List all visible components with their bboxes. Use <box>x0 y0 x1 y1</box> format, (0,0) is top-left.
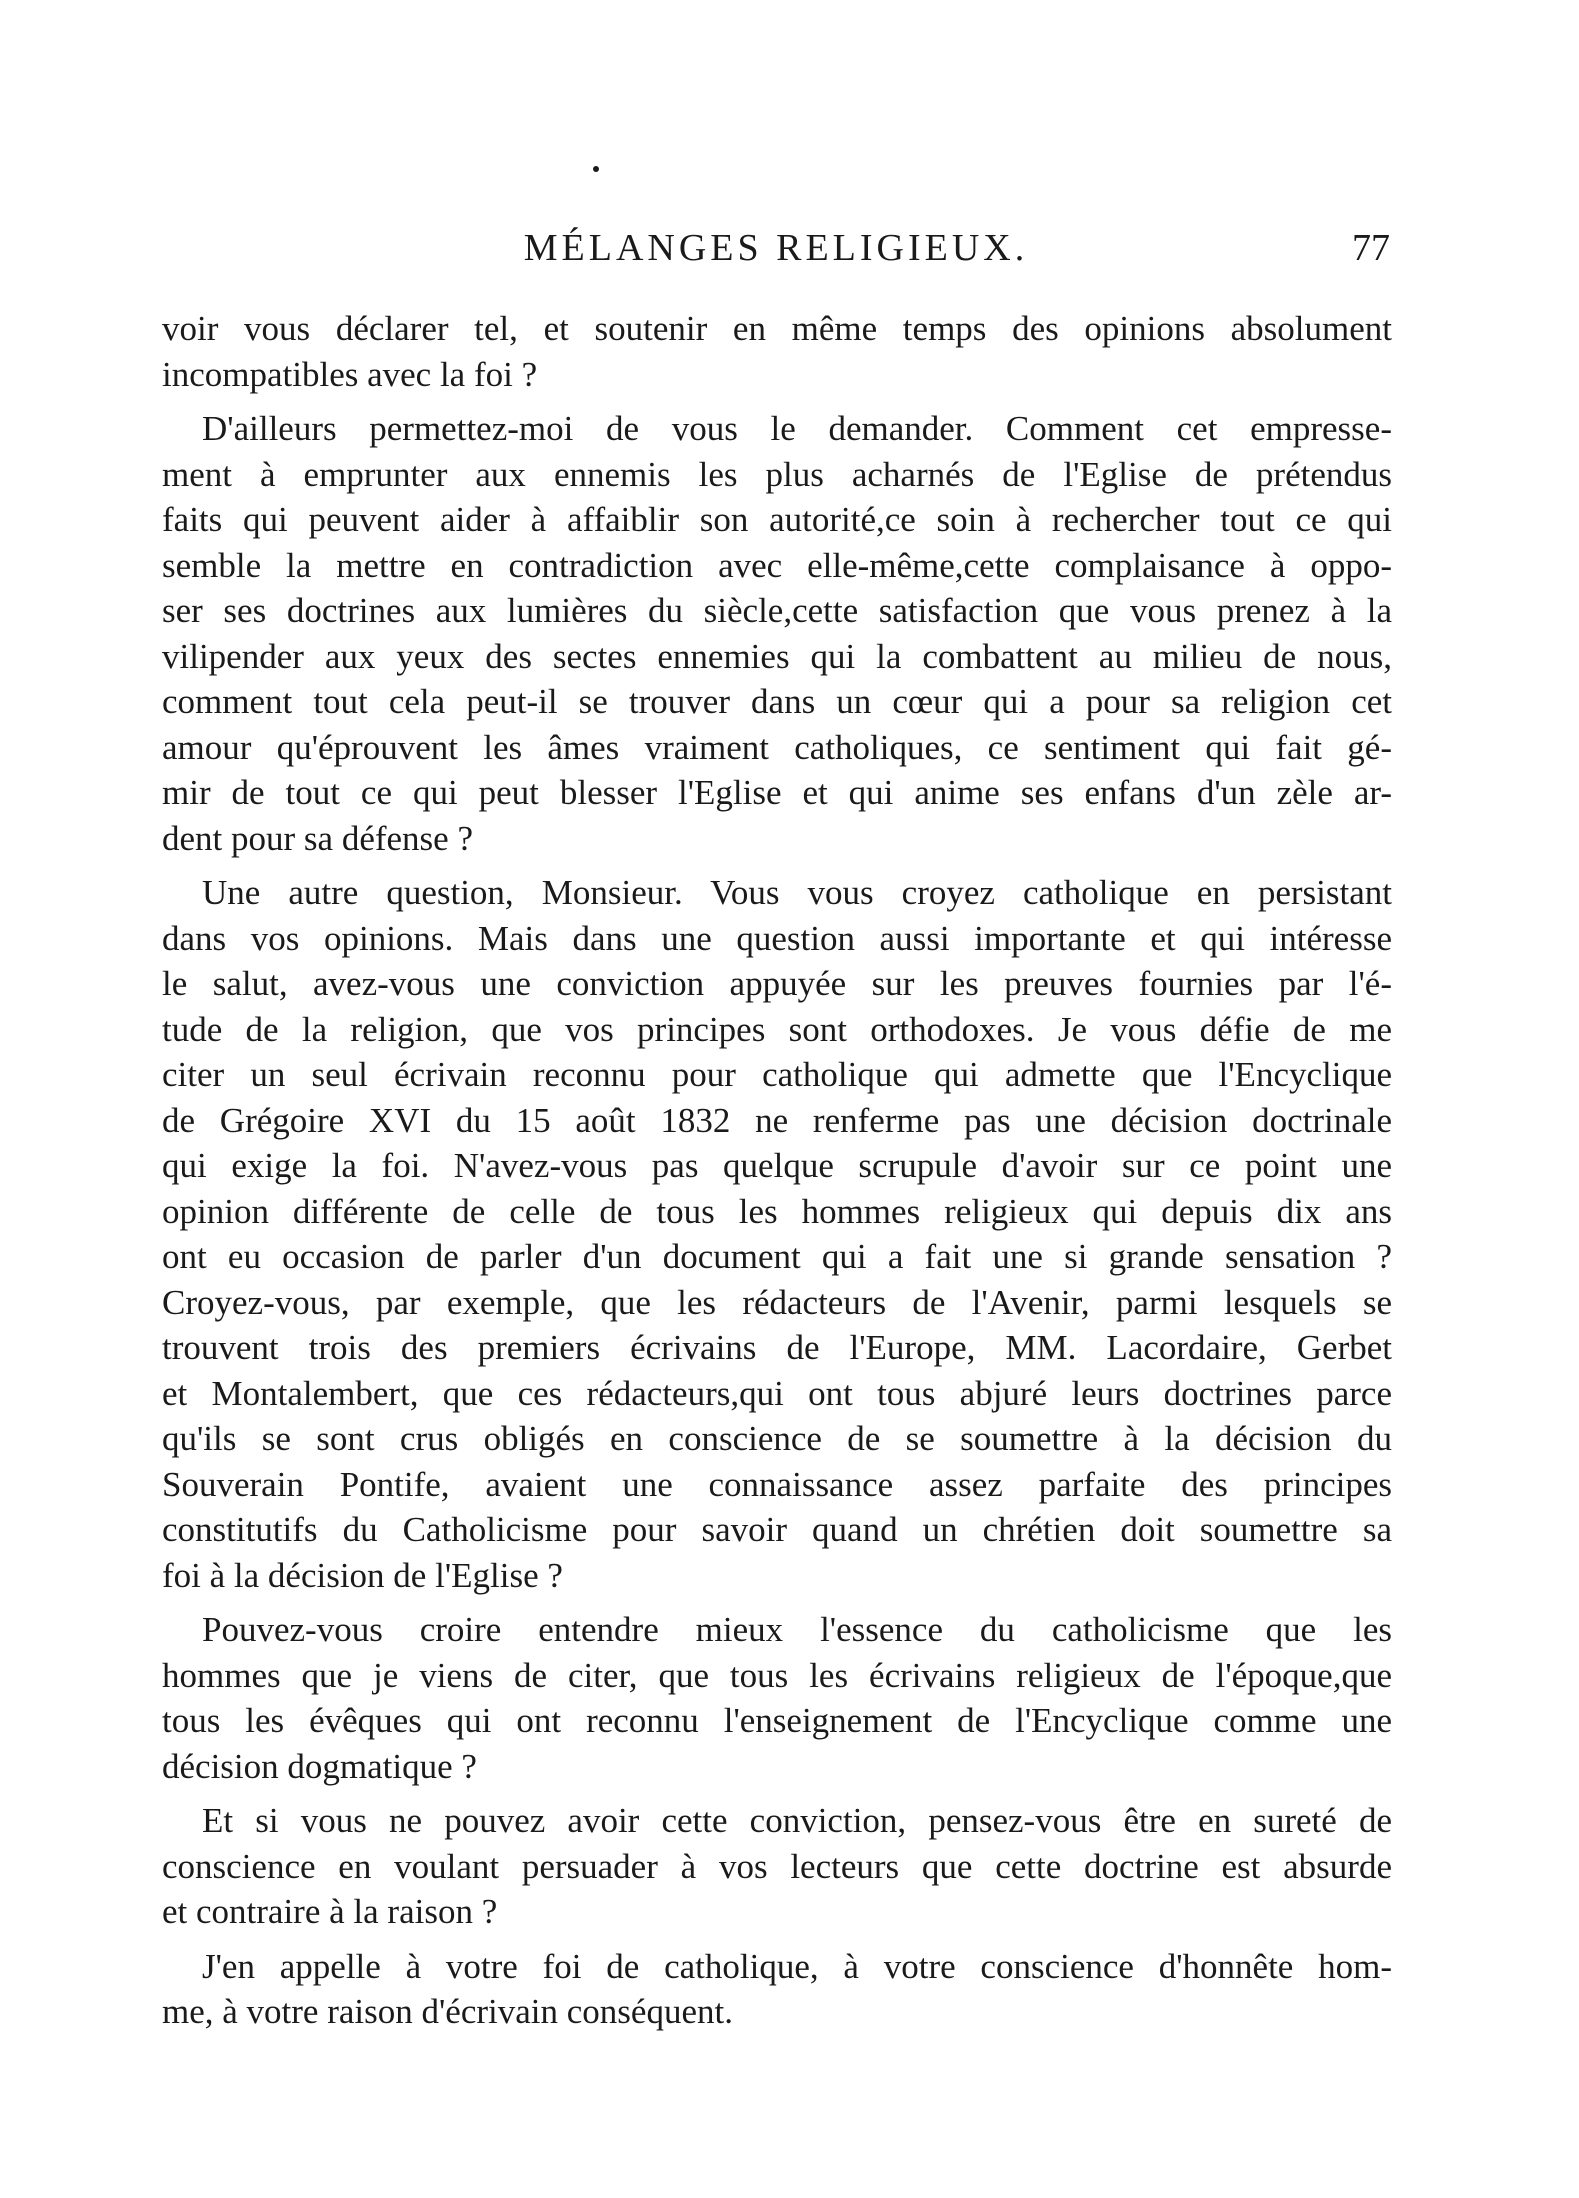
text-line: me, à votre raison d'écrivain conséquent. <box>162 1992 733 2031</box>
text-line: vilipender aux yeux des sectes ennemies qui la combattent au milieu de nous, <box>162 636 1392 676</box>
text-line: de Grégoire XVI du 15 août 1832 ne renferme pas une décision doctrinale <box>162 1100 1392 1140</box>
page-header-title: MÉLANGES RELIGIEUX. <box>523 227 1029 269</box>
paragraph <box>162 1944 1392 2035</box>
text-line: Croyez-vous, par exemple, que les rédacteurs de l'Avenir, parmi lesquels se <box>162 1282 1392 1322</box>
text-line: hommes que je viens de citer, que tous les écrivains religieux de l'époque,que <box>162 1655 1392 1695</box>
text-line: ment à emprunter aux ennemis les plus acharnés de l'Eglise de prétendus <box>162 454 1392 494</box>
text-line: Et si vous ne pouvez avoir cette conviction, pensez-vous être en sureté de <box>202 1801 1392 1840</box>
running-head <box>162 226 1390 276</box>
text-line: qu'ils se sont crus obligés en conscience de se soumettre à la décision du <box>162 1419 1392 1458</box>
text-line: J'en appelle à votre foi de catholique, à votre conscience d'honnête hom- <box>202 1946 1392 1986</box>
text-line: tous les évêques qui ont reconnu l'enseignement de l'Encyclique comme une <box>162 1701 1392 1740</box>
text-line: constitutifs du Catholicisme pour savoir quand un chrétien doit soumettre sa <box>162 1510 1392 1549</box>
text-line: conscience en voulant persuader à vos lecteurs que cette doctrine est absurde <box>162 1846 1392 1886</box>
text-line: semble la mettre en contradiction avec elle-même,cette complaisance à oppo- <box>162 545 1392 585</box>
paragraph <box>162 1607 1392 1789</box>
text-line: ont eu occasion de parler d'un document qui a fait une si grande sensation ? <box>162 1237 1392 1276</box>
text-line: incompatibles avec la foi ? <box>162 354 538 394</box>
body-text <box>162 306 1392 2035</box>
text-line: décision dogmatique ? <box>162 1746 477 1786</box>
text-line: comment tout cela peut-il se trouver dans un cœur qui a pour sa religion cet <box>162 682 1392 721</box>
paragraph <box>162 406 1392 861</box>
text-line: dent pour sa défense ? <box>162 818 473 858</box>
paragraph <box>162 1798 1392 1935</box>
text-line: qui exige la foi. N'avez-vous pas quelque scrupule d'avoir sur ce point une <box>162 1146 1392 1185</box>
page-number: 77 <box>1352 227 1390 269</box>
printer-mark <box>593 166 599 172</box>
text-line: mir de tout ce qui peut blesser l'Eglise et qui anime ses enfans d'un zèle ar- <box>162 773 1392 812</box>
text-line: et Montalembert, que ces rédacteurs,qui ont tous abjuré leurs doctrines parce <box>162 1373 1392 1413</box>
text-line: citer un seul écrivain reconnu pour catholique qui admette que l'Encyclique <box>162 1055 1392 1094</box>
text-line: trouvent trois des premiers écrivains de l'Europe, MM. Lacordaire, Gerbet <box>162 1328 1392 1367</box>
text-line: Pouvez-vous croire entendre mieux l'essence du catholicisme que les <box>202 1610 1392 1649</box>
text-line: D'ailleurs permettez-moi de vous le demander. Comment cet empresse- <box>202 409 1392 448</box>
text-line: opinion différente de celle de tous les hommes religieux qui depuis dix ans <box>162 1191 1392 1231</box>
text-line: foi à la décision de l'Eglise ? <box>162 1555 563 1595</box>
text-line: ser ses doctrines aux lumières du siècle,cette satisfaction que vous prenez à la <box>162 591 1392 630</box>
text-line: faits qui peuvent aider à affaiblir son autorité,ce soin à rechercher tout ce qui <box>162 500 1392 539</box>
text-line: voir vous déclarer tel, et soutenir en même temps des opinions absolument <box>162 309 1392 348</box>
text-line: le salut, avez-vous une conviction appuyée sur les preuves fournies par l'é- <box>162 964 1392 1003</box>
paragraph <box>162 870 1392 1598</box>
text-line: amour qu'éprouvent les âmes vraiment catholiques, ce sentiment qui fait gé- <box>162 727 1392 767</box>
text-line: Une autre question, Monsieur. Vous vous croyez catholique en persistant <box>202 873 1392 912</box>
text-line: et contraire à la raison ? <box>162 1892 498 1931</box>
text-line: tude de la religion, que vos principes sont orthodoxes. Je vous défie de me <box>162 1009 1392 1049</box>
paragraph <box>162 306 1392 397</box>
text-line: dans vos opinions. Mais dans une question aussi importante et qui intéresse <box>162 918 1392 958</box>
text-line: Souverain Pontife, avaient une connaissance assez parfaite des principes <box>162 1464 1392 1504</box>
